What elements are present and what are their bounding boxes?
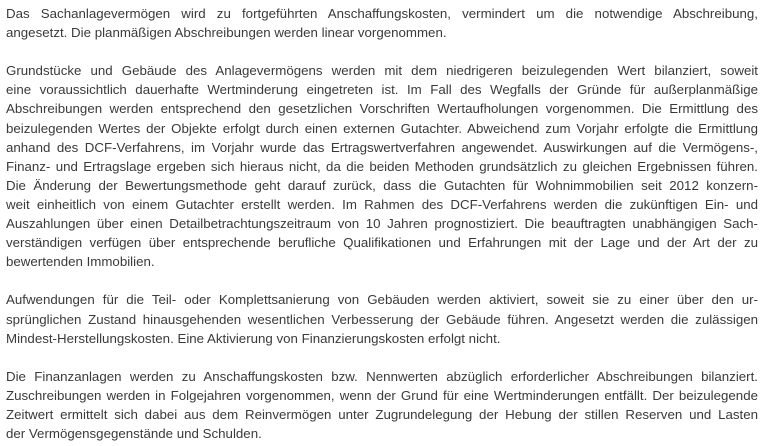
text-line: Aufwendungen für die Teil- oder Komplettsanierung von Gebäuden werden aktiviert, soweit sie zu einer über den ur-	[6, 292, 758, 308]
text-line: Die Finanzanlagen werden zu Anschaffungskosten bzw. Nennwerten abzüglich erforderlicher Abschreibungen bilanziert.	[6, 368, 758, 384]
text-line: Die Änderung der Bewertungsmethode geht darauf zurück, dass die Gutachten für Wohnimmobilien seit 2012 konzern-	[6, 177, 758, 193]
text-line: eine voraussichtlich dauerhafte Wertminderung eingetreten ist. Im Fall des Wegfalls der Gründe für außerplanmäßige	[6, 82, 758, 98]
text-line: Auszahlungen über einen Detailbetrachtungszeitraum von 10 Jahren prognostiziert. Die beauftragten unabhängigen Sach-	[6, 216, 758, 232]
paragraph-land-buildings	[6, 61, 758, 271]
paragraph-depreciation	[6, 4, 758, 42]
text-line: sprünglichen Zustand hinausgehenden wesentlichen Verbesserung der Gebäude führen. Angesetzt werden die zulässigen	[6, 311, 758, 327]
text-line: anhand des DCF-Verfahrens, im Vorjahr wurde das Ertragswertverfahren angewendet. Auswirkungen auf die Vermögens-,	[6, 139, 758, 155]
text-line: der Vermögensgegenstände und Schulden.	[6, 426, 262, 442]
text-line: Das Sachanlagevermögen wird zu fortgeführten Anschaffungskosten, vermindert um die notwendige Abschreibung,	[6, 6, 758, 21]
text-line: bewertenden Immobilien.	[6, 254, 155, 270]
paragraph-renovation	[6, 290, 758, 347]
text-line: Grundstücke und Gebäude des Anlagevermögens werden mit dem niedrigeren beizulegenden Wert bilanziert, soweit	[6, 63, 758, 79]
text-line: beizulegenden Wertes der Objekte erfolgt durch einen externen Gutachter. Abweichend zum Vorjahr erfolgte die Ermittlung	[6, 120, 758, 136]
paragraph-spacer	[6, 42, 758, 61]
text-line: verständigen verfügen über entsprechende berufliche Qualifikationen und Erfahrungen mit der Lage und der Art der zu	[6, 235, 758, 251]
text-line: weit einheitlich von einem Gutachter erstellt werden. Im Rahmen des DCF-Verfahrens werden die zukünftigen Ein- und	[6, 196, 758, 212]
paragraph-spacer	[6, 271, 758, 290]
text-line: angesetzt. Die planmäßigen Abschreibungen werden linear vorgenommen.	[6, 25, 447, 41]
paragraph-financial-assets	[6, 367, 758, 443]
text-line: Zeitwert ermittelt sich dabei aus dem Reinvermögen unter Zugrundelegung der Hebung der stillen Reserven und Lasten	[6, 406, 758, 422]
paragraph-spacer	[6, 348, 758, 367]
text-line: Mindest-Herstellungskosten. Eine Aktivierung von Finanzierungskosten erfolgt nicht.	[6, 330, 501, 346]
document-body	[6, 4, 758, 443]
text-line: Abschreibungen werden entsprechend den gesetzlichen Vorschriften Wertaufholungen vorgenommen. Die Ermittlung des	[6, 101, 758, 117]
text-line: Finanz- und Ertragslage ergeben sich hieraus nicht, da die beiden Methoden grundsätzlich zu gleichen Ergebnissen führen.	[6, 158, 758, 174]
text-line: Zuschreibungen werden in Folgejahren vorgenommen, wenn der Grund für eine Wertminderungen entfällt. Der beizulegende	[6, 387, 758, 403]
